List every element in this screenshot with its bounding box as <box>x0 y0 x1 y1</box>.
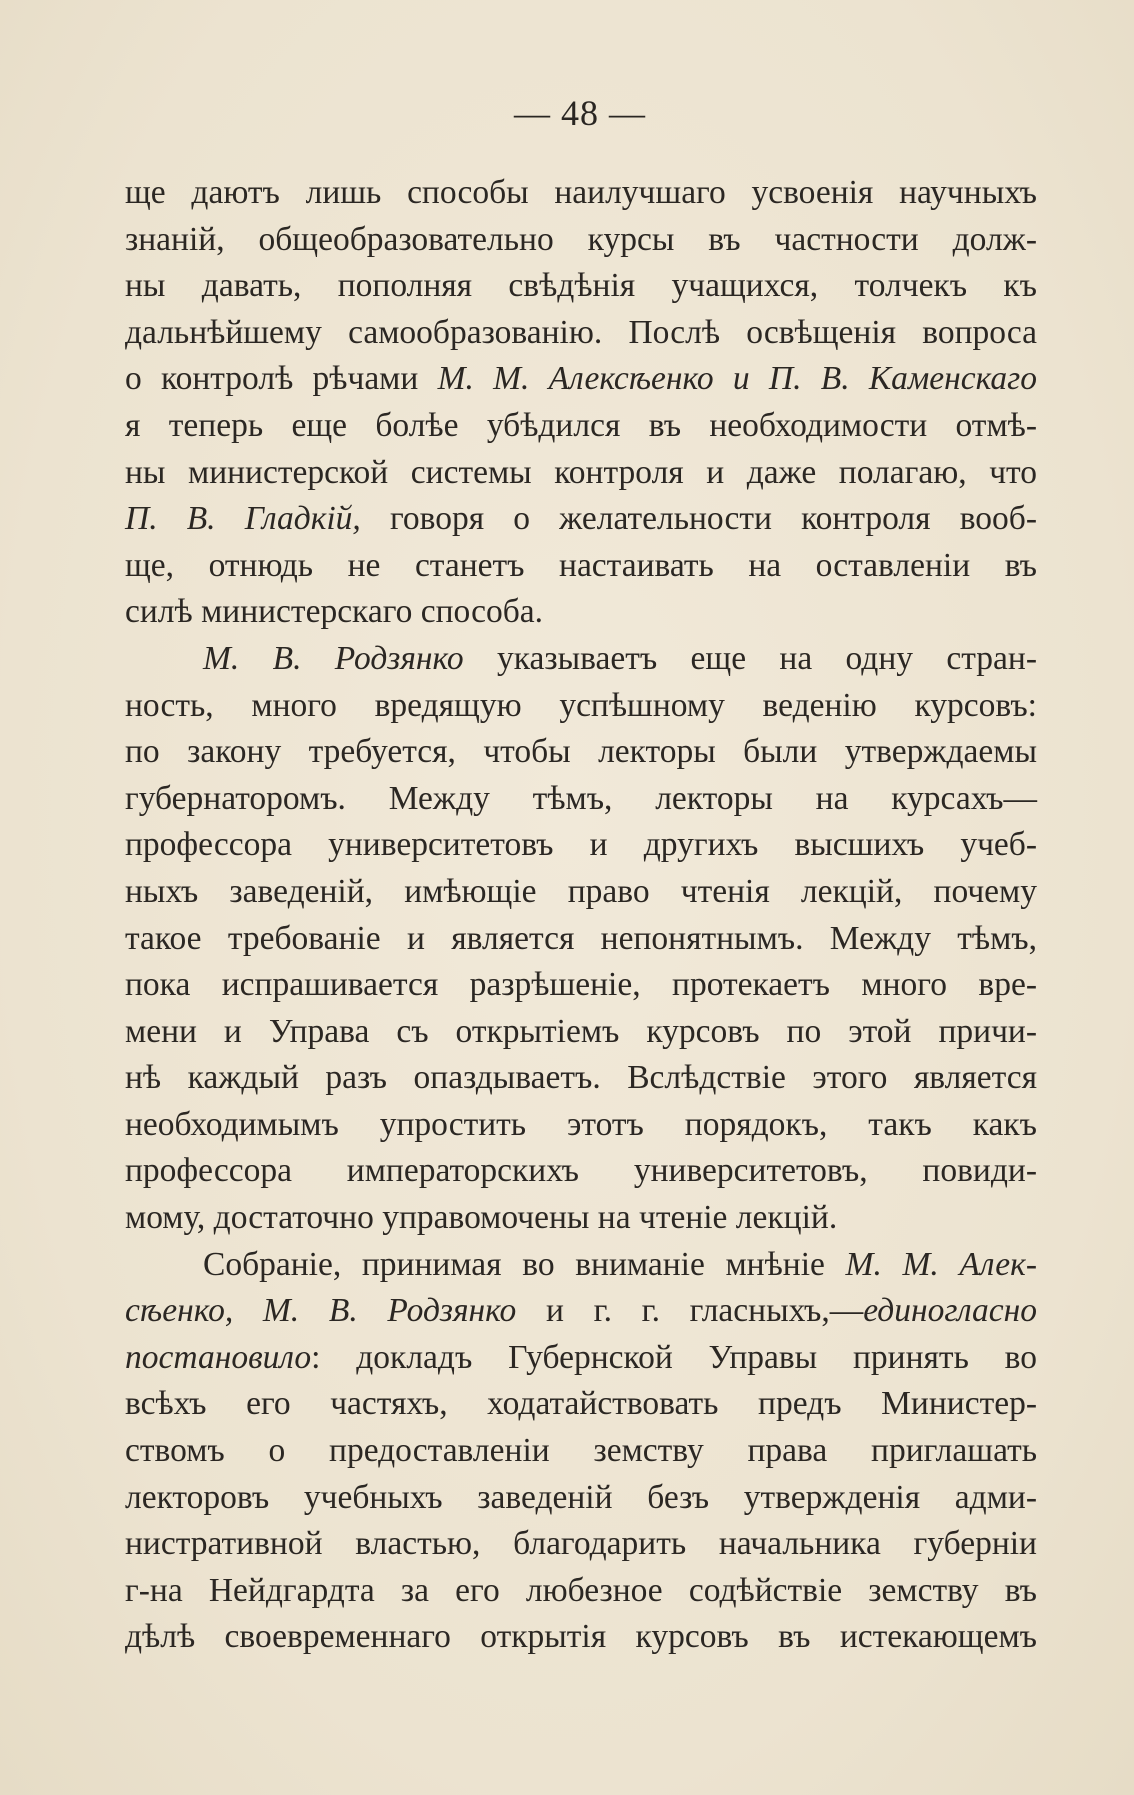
text-line <box>125 729 1037 776</box>
text-run: ще, отнюдь не станетъ настаивать на оставленіи въ <box>125 546 1037 584</box>
text-run: силѣ министерскаго способа. <box>125 593 544 631</box>
text-line <box>125 1335 1037 1382</box>
text-line <box>125 1055 1037 1102</box>
text-line <box>125 683 1037 730</box>
text-run: Собраніе, принимая во вниманіе мнѣніе <box>203 1245 846 1283</box>
italic-text-run: М. В. Родзянко <box>203 639 464 677</box>
text-run: профессора императорскихъ университетовъ, повиди- <box>125 1152 1037 1190</box>
italic-text-run: единогласно <box>863 1292 1037 1330</box>
text-run: нистративной властью, благодарить начальника губерніи <box>125 1525 1037 1563</box>
italic-text-run: М. М. Алексѣенко и П. В. Каменскаго <box>437 360 1037 398</box>
text-line <box>125 496 1037 543</box>
text-run: дѣлѣ своевременнаго открытія курсовъ въ истекающемъ <box>125 1618 1037 1656</box>
text-line <box>125 1102 1037 1149</box>
text-run: мени и Управа съ открытіемъ курсовъ по этой причи- <box>125 1012 1037 1050</box>
text-line <box>125 450 1037 497</box>
text-run: губернаторомъ. Между тѣмъ, лекторы на курсахъ— <box>125 779 1037 817</box>
text-line <box>125 822 1037 869</box>
text-line <box>125 1521 1037 1568</box>
text-run: ныхъ заведеній, имѣющіе право чтенія лекцій, почему <box>125 872 1037 910</box>
text-run: о контролѣ рѣчами <box>125 360 438 398</box>
text-run: мому, достаточно управомочены на чтеніе лекцій. <box>125 1199 838 1237</box>
italic-text-run: П. В. Гладкій, <box>125 500 361 538</box>
text-line <box>125 1242 1037 1289</box>
text-run: лекторовъ учебныхъ заведеній безъ утвержденія адми- <box>125 1478 1037 1516</box>
text-run: знаній, общеобразовательно курсы въ частности долж- <box>125 220 1037 258</box>
body-text <box>125 170 1037 1661</box>
page-number: — 48 — <box>514 93 646 133</box>
text-run: всѣхъ его частяхъ, ходатайствовать предъ Министер- <box>125 1385 1037 1423</box>
text-line <box>125 543 1037 590</box>
text-line <box>125 589 1037 636</box>
text-run: и г. г. гласныхъ,— <box>516 1292 864 1330</box>
text-line <box>125 310 1037 357</box>
text-run: ны министерской системы контроля и даже полагаю, что <box>125 453 1037 491</box>
text-line <box>125 1009 1037 1056</box>
text-line <box>125 962 1037 1009</box>
text-run: пока испрашивается разрѣшеніе, протекаетъ много вре- <box>125 966 1037 1004</box>
text-line <box>125 1288 1037 1335</box>
text-line <box>125 403 1037 450</box>
text-run: по закону требуется, чтобы лекторы были утверждаемы <box>125 733 1037 771</box>
text-run: нѣ каждый разъ опаздываетъ. Вслѣдствіе этого является <box>125 1059 1037 1097</box>
text-run: г-на Нейдгардта за его любезное содѣйствіе земству въ <box>125 1571 1037 1609</box>
text-line <box>125 356 1037 403</box>
text-line <box>125 1148 1037 1195</box>
text-run: ще даютъ лишь способы наилучшаго усвоенія научныхъ <box>125 174 1037 211</box>
text-line <box>125 170 1037 217</box>
text-run: дальнѣйшему самообразованію. Послѣ освѣщенія вопроса <box>125 313 1037 351</box>
text-line <box>125 1475 1037 1522</box>
text-line <box>125 217 1037 264</box>
text-run: говоря о желательности контроля вооб- <box>360 500 1037 538</box>
text-run: : докладъ Губернской Управы принять во <box>311 1338 1037 1376</box>
text-line <box>125 1428 1037 1475</box>
text-line <box>125 869 1037 916</box>
text-line <box>125 1381 1037 1428</box>
text-run: ны давать, пополняя свѣдѣнія учащихся, толчекъ къ <box>125 267 1037 305</box>
text-run: я теперь еще болѣе убѣдился въ необходимости отмѣ- <box>125 406 1037 444</box>
text-line <box>125 636 1037 683</box>
text-line <box>125 1568 1037 1615</box>
text-run: необходимымъ упростить этотъ порядокъ, такъ какъ <box>125 1105 1037 1143</box>
italic-text-run: М. М. Алек- <box>845 1245 1037 1283</box>
text-run: ность, много вредящую успѣшному веденію курсовъ: <box>125 686 1037 724</box>
text-run: ствомъ о предоставленіи земству права приглашать <box>125 1432 1037 1470</box>
text-run: профессора университетовъ и другихъ высшихъ учеб- <box>125 826 1037 864</box>
text-line <box>125 1614 1037 1661</box>
text-line <box>125 1195 1037 1242</box>
text-line <box>125 916 1037 963</box>
text-run: такое требованіе и является непонятнымъ. Между тѣмъ, <box>125 919 1037 957</box>
italic-text-run: сѣенко, М. В. Родзянко <box>125 1292 517 1330</box>
text-line <box>125 263 1037 310</box>
text-run: указываетъ еще на одну стран- <box>463 639 1037 677</box>
italic-text-run: постановило <box>125 1338 312 1376</box>
text-line <box>125 776 1037 823</box>
